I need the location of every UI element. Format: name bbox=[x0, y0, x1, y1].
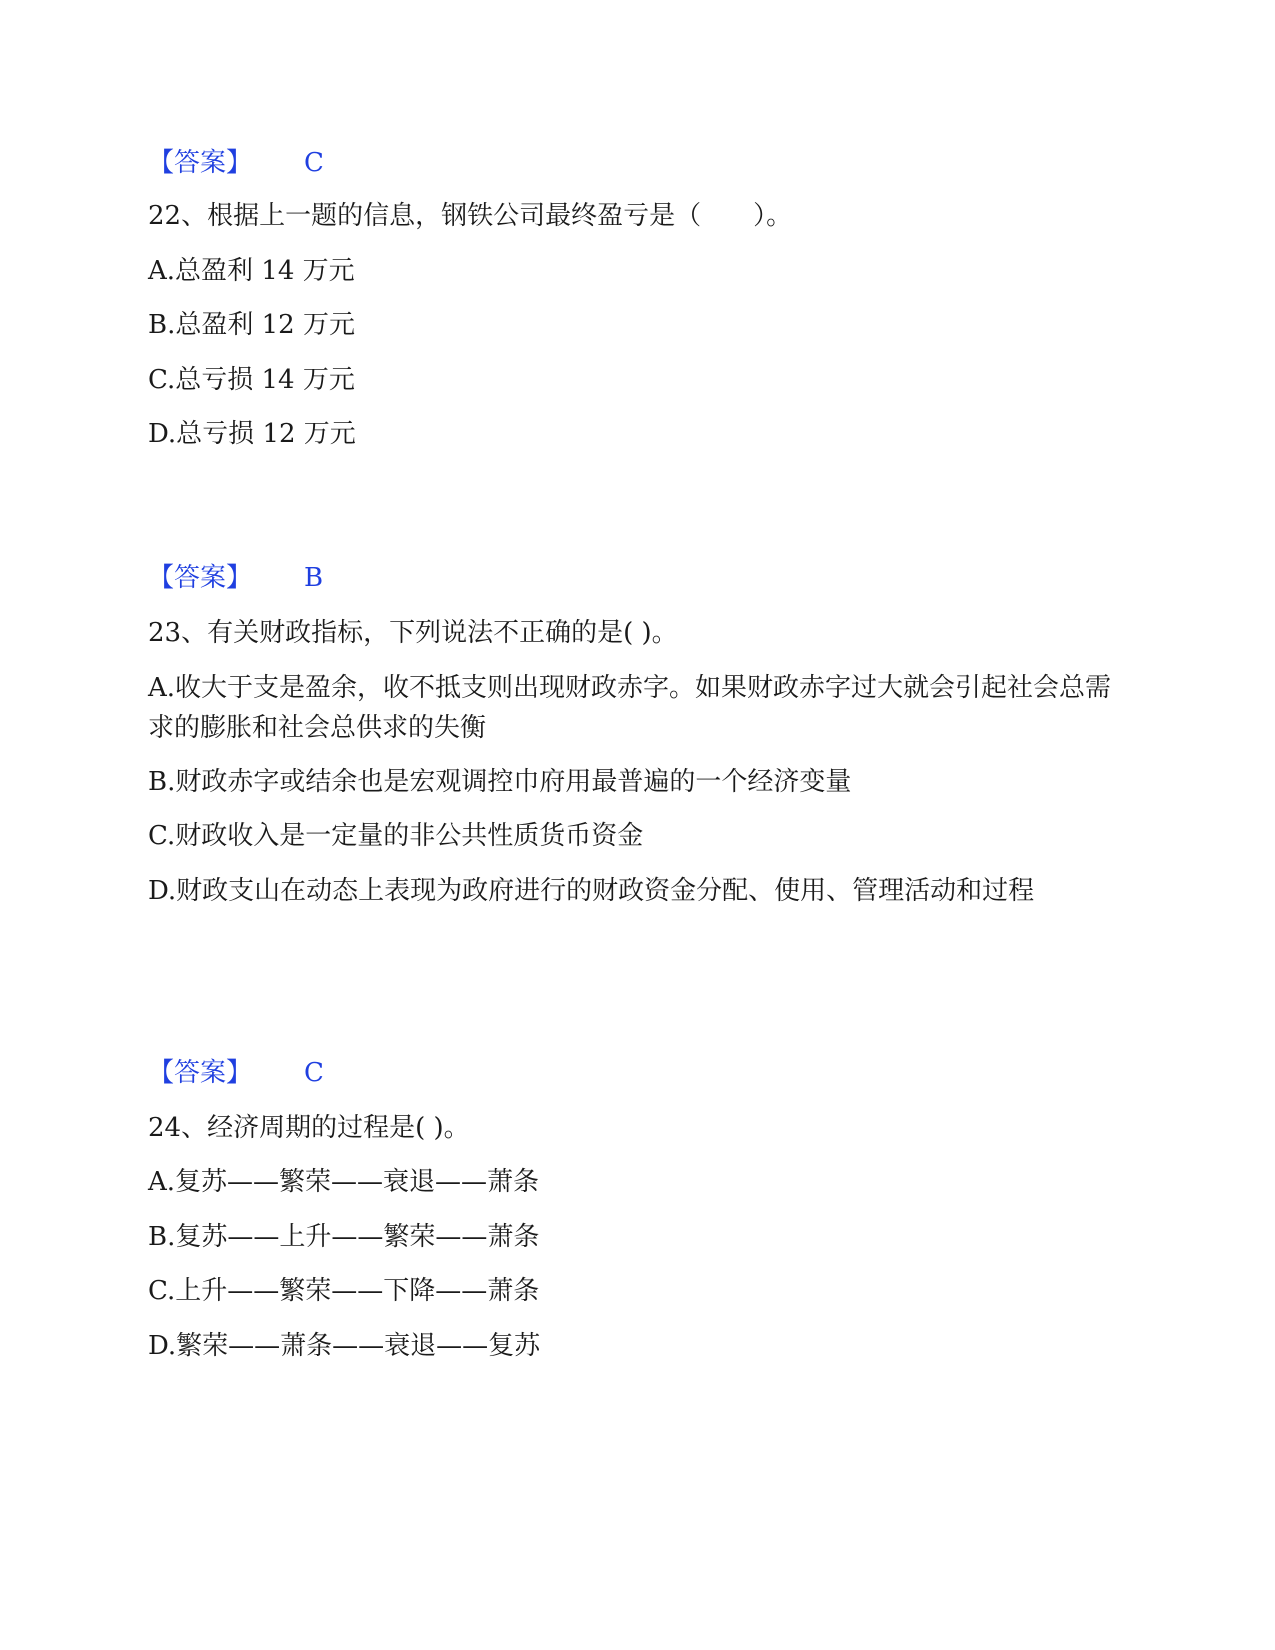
option-c: C.上升——繁荣——下降——萧条 bbox=[148, 1276, 540, 1306]
answer-value: C bbox=[304, 148, 324, 178]
question-23: 23、有关财政指标，下列说法不正确的是( )。 bbox=[148, 618, 678, 648]
answer-value: B bbox=[304, 563, 324, 593]
option-d: D.财政支山在动态上表现为政府进行的财政资金分配、使用、管理活动和过程 bbox=[148, 876, 1035, 906]
option-b: B.总盈利 12 万元 bbox=[148, 310, 355, 340]
answer-label: 【答案】 bbox=[148, 1058, 253, 1088]
answer-label: 【答案】 bbox=[148, 148, 253, 178]
answer-value: C bbox=[304, 1058, 324, 1088]
question-22: 22、根据上一题的信息，钢铁公司最终盈亏是（ ）。 bbox=[148, 201, 793, 231]
option-d: D.繁荣——萧条——衰退——复苏 bbox=[148, 1331, 541, 1361]
answer-line bbox=[148, 558, 323, 598]
option-b: B.复苏——上升——繁荣——萧条 bbox=[148, 1222, 540, 1252]
answer-label: 【答案】 bbox=[148, 563, 253, 593]
option-a: A.复苏——繁荣——衰退——萧条 bbox=[148, 1167, 540, 1197]
option-c: C.总亏损 14 万元 bbox=[148, 365, 355, 395]
option-a: A.总盈利 14 万元 bbox=[148, 256, 355, 286]
option-b: B.财政赤字或结余也是宏观调控巾府用最普遍的一个经济变量 bbox=[148, 767, 852, 797]
option-c: C.财政收入是一定量的非公共性质货币资金 bbox=[148, 821, 644, 851]
option-a: A.收大于支是盈余，收不抵支则出现财政赤字。如果财政赤字过大就会引起社会总需求的膨胀和社会总供求的失衡 bbox=[148, 673, 1112, 743]
option-d: D.总亏损 12 万元 bbox=[148, 419, 356, 449]
answer-line bbox=[148, 1053, 324, 1093]
question-24: 24、经济周期的过程是( )。 bbox=[148, 1113, 470, 1143]
answer-line bbox=[148, 143, 324, 183]
